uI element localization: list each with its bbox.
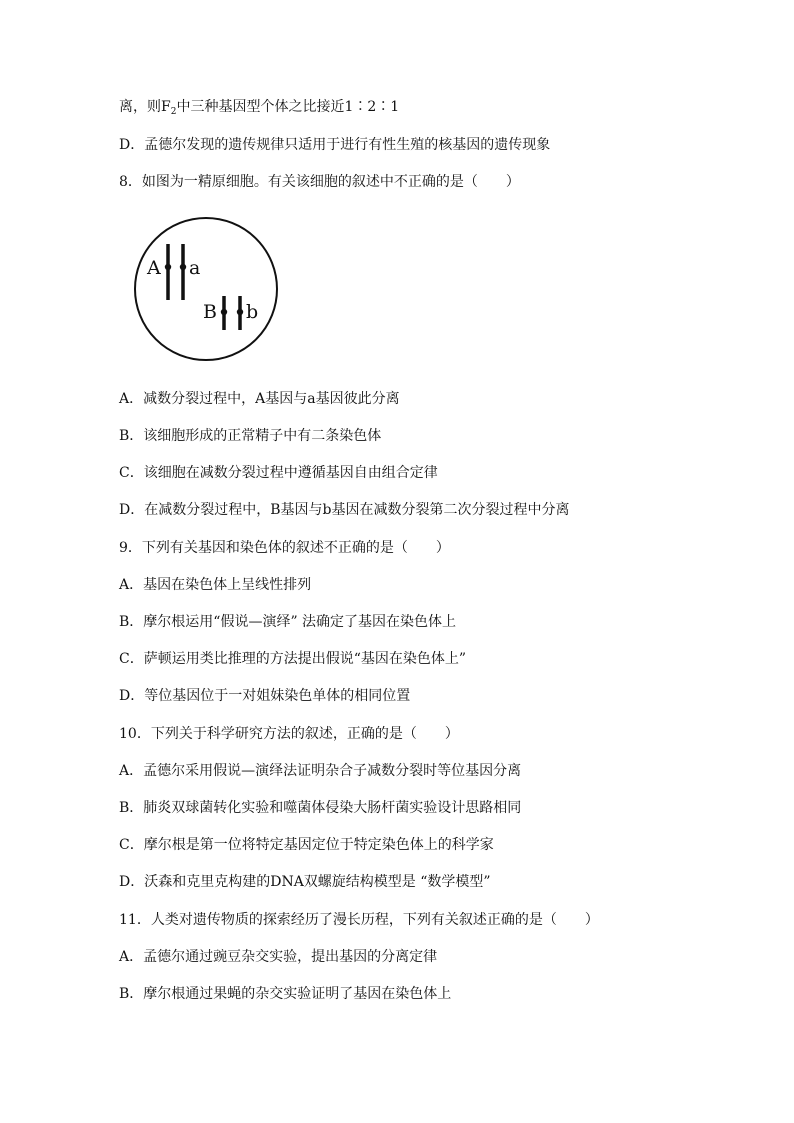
q10-option-c: C．摩尔根是第一位将特定基因定位于特定染色体上的科学家 bbox=[119, 837, 494, 853]
q8-option-c: C．该细胞在减数分裂过程中遵循基因自由组合定律 bbox=[119, 465, 438, 481]
q8-stem: 8．如图为一精原细胞。有关该细胞的叙述中不正确的是（ ） bbox=[119, 174, 520, 190]
centromere-B bbox=[221, 309, 227, 315]
cell-membrane bbox=[135, 218, 277, 360]
q9-stem: 9．下列有关基因和染色体的叙述不正确的是（ ） bbox=[119, 540, 450, 556]
q8-option-b: B．该细胞形成的正常精子中有二条染色体 bbox=[119, 428, 382, 444]
spermatogonium-figure bbox=[133, 214, 281, 364]
gene-label-A: A bbox=[147, 257, 161, 279]
q9-option-b: B．摩尔根运用“假说—演绎” 法确定了基因在染色体上 bbox=[119, 614, 457, 630]
q10-option-a: A．孟德尔采用假说—演绎法证明杂合子减数分裂时等位基因分离 bbox=[119, 763, 522, 779]
gene-label-a: a bbox=[189, 257, 201, 279]
centromere-a bbox=[180, 264, 186, 270]
q10-option-b: B．肺炎双球菌转化实验和噬菌体侵染大肠杆菌实验设计思路相同 bbox=[119, 800, 522, 816]
q11-stem: 11．人类对遗传物质的探索经历了漫长历程，下列有关叙述正确的是（ ） bbox=[119, 912, 599, 928]
q9-option-c: C．萨顿运用类比推理的方法提出假说“基因在染色体上” bbox=[119, 651, 467, 667]
centromere-b bbox=[237, 309, 243, 315]
text-line-continuation: 离，则$F_2$中三种基因型个体之比接近1∶2∶1 bbox=[119, 99, 400, 117]
q8-option-d: D．在减数分裂过程中，B基因与b基因在减数分裂第二次分裂过程中分离 bbox=[119, 502, 570, 518]
gene-label-b: b bbox=[246, 301, 259, 323]
q11-option-a: A．孟德尔通过豌豆杂交实验，提出基因的分离定律 bbox=[119, 949, 438, 965]
q10-option-d: D．沃森和克里克构建的DNA双螺旋结构模型是 “数学模型” bbox=[119, 874, 491, 890]
q11-option-b: B．摩尔根通过果蝇的杂交实验证明了基因在染色体上 bbox=[119, 986, 452, 1002]
q9-option-d: D．等位基因位于一对姐妹染色单体的相同位置 bbox=[119, 688, 411, 704]
q10-stem: 10．下列关于科学研究方法的叙述，正确的是（ ） bbox=[119, 726, 459, 742]
centromere-A bbox=[165, 264, 171, 270]
gene-label-B: B bbox=[203, 301, 217, 323]
q7-option-d: D．孟德尔发现的遗传规律只适用于进行有性生殖的核基因的遗传现象 bbox=[119, 137, 551, 153]
q8-option-a: A．减数分裂过程中，A基因与a基因彼此分离 bbox=[119, 391, 400, 407]
q9-option-a: A．基因在染色体上呈线性排列 bbox=[119, 577, 312, 593]
